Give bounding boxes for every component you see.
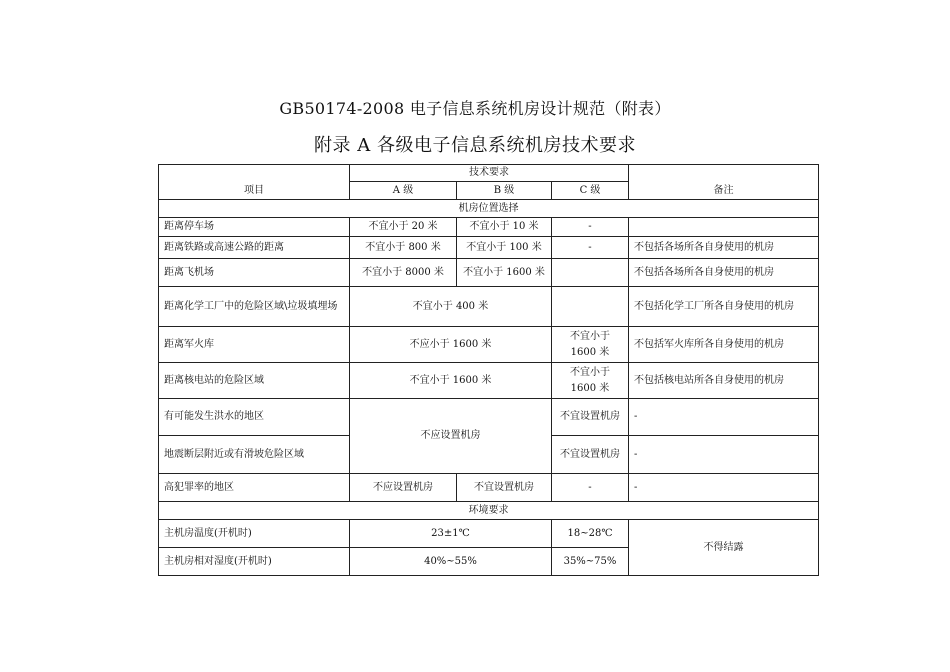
row-a: 不宜小于 800 米 <box>350 237 457 259</box>
row-c: 35%~75% <box>552 548 629 576</box>
section-environment: 环境要求 <box>159 502 819 520</box>
row-note: 不包括化学工厂所各自身使用的机房 <box>629 287 819 327</box>
document-title: GB50174-2008 电子信息系统机房设计规范（附表） <box>279 99 671 118</box>
row-item: 距离化学工厂中的危险区域\垃圾填埋场 <box>159 287 350 327</box>
header-b: B 级 <box>457 182 552 200</box>
row-b: 不宜设置机房 <box>457 474 552 502</box>
row-a: 不宜小于 20 米 <box>350 218 457 237</box>
header-tech: 技术要求 <box>350 165 629 182</box>
table-row <box>159 399 819 436</box>
row-b: 不宜小于 10 米 <box>457 218 552 237</box>
row-ab: 不宜小于 400 米 <box>350 287 552 327</box>
row-note: 不包括各场所各自身使用的机房 <box>629 237 819 259</box>
row-note: - <box>629 474 819 502</box>
header-row <box>159 165 819 182</box>
row-ab: 40%~55% <box>350 548 552 576</box>
table-row <box>159 474 819 502</box>
row-item: 高犯罪率的地区 <box>159 474 350 502</box>
table-row <box>159 287 819 327</box>
row-ab: 不应设置机房 <box>350 399 552 474</box>
row-item: 主机房相对湿度(开机时) <box>159 548 350 576</box>
appendix-title: 附录 A 各级电子信息系统机房技术要求 <box>314 135 636 156</box>
row-c: - <box>552 218 629 237</box>
row-note: 不包括各场所各自身使用的机房 <box>629 259 819 287</box>
header-c: C 级 <box>552 182 629 200</box>
row-item: 距离军火库 <box>159 327 350 363</box>
requirements-table <box>158 164 819 576</box>
row-item: 距离停车场 <box>159 218 350 237</box>
table-row <box>159 218 819 237</box>
row-c: 不宜小于 1600 米 <box>552 363 629 399</box>
row-ab: 23±1℃ <box>350 520 552 548</box>
row-item: 地震断层附近或有滑坡危险区域 <box>159 436 350 474</box>
row-item: 有可能发生洪水的地区 <box>159 399 350 436</box>
row-c: 不宜设置机房 <box>552 436 629 474</box>
row-c <box>552 287 629 327</box>
row-note: - <box>629 436 819 474</box>
header-note: 备注 <box>629 165 819 200</box>
table-row <box>159 520 819 548</box>
section-row <box>159 502 819 520</box>
row-note: 不包括军火库所各自身使用的机房 <box>629 327 819 363</box>
row-a: 不应设置机房 <box>350 474 457 502</box>
row-item: 距离铁路或高速公路的距离 <box>159 237 350 259</box>
section-row <box>159 200 819 218</box>
row-c: - <box>552 237 629 259</box>
section-location: 机房位置选择 <box>159 200 819 218</box>
row-b: 不宜小于 1600 米 <box>457 259 552 287</box>
row-c: 不宜小于 1600 米 <box>552 327 629 363</box>
row-item: 距离飞机场 <box>159 259 350 287</box>
row-note <box>629 218 819 237</box>
row-note: 不包括核电站所各自身使用的机房 <box>629 363 819 399</box>
row-c: 不宜设置机房 <box>552 399 629 436</box>
row-ab: 不应小于 1600 米 <box>350 327 552 363</box>
row-b: 不宜小于 100 米 <box>457 237 552 259</box>
row-note: - <box>629 399 819 436</box>
row-a: 不宜小于 8000 米 <box>350 259 457 287</box>
row-c: 18~28℃ <box>552 520 629 548</box>
table-row <box>159 327 819 363</box>
table-row <box>159 237 819 259</box>
row-c <box>552 259 629 287</box>
table-row <box>159 363 819 399</box>
row-note: 不得结露 <box>629 520 819 576</box>
table-row <box>159 259 819 287</box>
row-c: - <box>552 474 629 502</box>
row-item: 主机房温度(开机时) <box>159 520 350 548</box>
header-item: 项目 <box>159 165 350 200</box>
header-a: A 级 <box>350 182 457 200</box>
row-ab: 不宜小于 1600 米 <box>350 363 552 399</box>
row-item: 距离核电站的危险区域 <box>159 363 350 399</box>
